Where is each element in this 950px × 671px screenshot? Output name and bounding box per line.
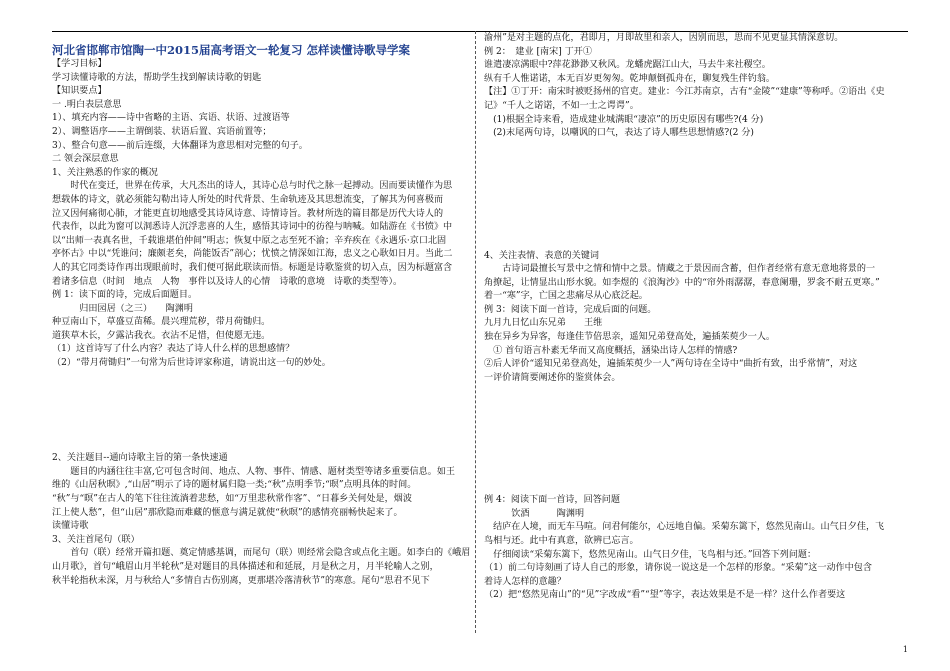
text-line: 【知识要点】 <box>52 86 107 97</box>
text-line: ②后人评价“遥知兄弟登高处，遍插茱萸少一人”两句诗在全诗中“曲折有致，出乎常情”，对这 <box>484 359 858 370</box>
text-line: 种豆南山下，草盛豆苗稀。晨兴理荒秽，带月荷锄归。 <box>52 317 271 328</box>
text-line <box>484 168 904 182</box>
text-line <box>484 440 904 454</box>
text-line: 鸟相与还。此中有真意，欲辨已忘言。 <box>484 535 639 546</box>
text-line: （2）把“悠然见南山”的“见”字改成“看”“望”等字，表达效果是不是一样？这什么作者要这 <box>484 590 846 601</box>
text-line: 学习读懂诗歌的方法，帮助学生找到解读诗歌的钥匙 <box>52 72 262 83</box>
text-line: 2）、调整语序——主谓倒装、状语后置、宾语前置等； <box>52 126 272 137</box>
text-line: 例 2： 建业 [南宋] 丁开① <box>484 46 592 57</box>
text-line <box>484 413 904 427</box>
text-line <box>52 398 468 412</box>
text-line: 人的其它同类诗作再出现眼前时，我们便可据此联读而悟。标题是诗歌鉴赏的切入点，因为标题富含 <box>52 262 453 273</box>
text-line: 道狭草木长，夕露沾我衣。衣沾不足惜，但使愿无违。 <box>52 330 271 341</box>
text-line: 着诸多信息（时间 地点 人物 事件以及诗人的心情 诗歌的意境 诗歌的类型等）。 <box>52 276 403 287</box>
text-line <box>52 439 468 453</box>
text-line <box>484 195 904 209</box>
text-line: 九月九日忆山东兄弟 王维 <box>484 318 603 329</box>
text-line: 着诗人怎样的意趣？ <box>484 576 566 587</box>
text-line <box>484 209 904 223</box>
text-line <box>484 182 904 196</box>
text-line <box>484 481 904 495</box>
text-line: (1)根据全诗来看，造成建业城满眼“凄凉”的历史原因有哪些?(4 分) <box>484 114 764 125</box>
text-line <box>52 411 468 425</box>
text-line <box>484 236 904 250</box>
text-line: 题目的内涵往往丰富,它可包含时间、地点、人物、事件、情感、题材类型等诸多重要信息。如王 <box>52 466 456 477</box>
text-line: 秋半轮指秋未深，月与秋给人“多情自古伤别离，更那堪冷落清秋节”的寒意。尾句“思君不见下 <box>52 575 430 586</box>
right-column <box>484 32 904 603</box>
text-line: 泣又因何痛彻心肺，才能更直切地感受其诗风诗意、诗情诗旨。教材所选的篇目都是历代大诗人的 <box>52 208 444 219</box>
text-line: 例 4：阅读下面一首诗，回答问题 <box>484 495 620 506</box>
text-line: 1、关注熟悉的作家的概况 <box>52 167 158 178</box>
text-line: 首句（联）经常开篇扣题、奠定情感基调，而尾句（联）则经常会隐含或点化主题。如李白的《峨眉 <box>52 548 471 559</box>
text-line: 谁遣凄凉满眼中?萍花渺渺又秋风。龙蟠虎踞江山大，马去牛来社稷空。 <box>484 60 771 71</box>
text-line <box>484 141 904 155</box>
text-line: 4、关注表情、表意的关键词 <box>484 250 599 261</box>
text-line: 二 领会深层意思 <box>52 154 119 165</box>
text-line <box>484 222 904 236</box>
text-line: 饮酒 陶渊明 <box>484 508 585 519</box>
text-line <box>484 467 904 481</box>
text-line <box>484 154 904 168</box>
text-line: 江上使人愁”，但“山居”那欣隐而难藏的惬意与满足就使“秋暝”的感情亮丽畅快起来了。 <box>52 507 403 518</box>
text-line <box>484 399 904 413</box>
text-line: 一评价请简要阐述你的鉴赏体会。 <box>484 372 621 383</box>
text-line: 2、关注题目--通向诗歌主旨的第一条快速通 <box>52 453 228 464</box>
text-line: ① 首句语言朴素无华而又高度概括，涵染出诗人怎样的情感? <box>484 345 738 356</box>
text-line: 着一“寒”字，亡国之悲痛尽从心底泛起。 <box>484 291 648 302</box>
text-line: 纵有千人惟诺诺，本无百岁更匆匆。乾坤颠倒孤舟在，聊复残生伴钓翁。 <box>484 73 776 84</box>
text-line: 【注】①丁开：南宋时被贬扬州的官吏。建业：今江苏南京，古有“金陵”“建康”等称呼。②语出《史 <box>484 87 885 98</box>
text-line: “秋”与“暝”在古人的笔下往往流淌着悲愁，如“万里悲秋常作客”、“日暮乡关何处是，烟波 <box>52 494 412 504</box>
text-line: 记》“千人之诺诺，不如一士之谔谔”。 <box>484 100 639 111</box>
text-line: 3）、整合句意——前后连缀，大体翻译为意思相对完整的句子。 <box>52 140 308 151</box>
text-line <box>52 425 468 439</box>
text-line: 例 3：阅读下面一首诗，完成后面的问题。 <box>484 304 657 315</box>
text-line <box>484 453 904 467</box>
text-line: （1）前二句诗刻画了诗人自己的形象，请你说一说这是一个怎样的形象。“采菊”这一动作中包含 <box>484 563 872 574</box>
column-divider <box>475 31 476 633</box>
text-line: 渝州”是对主题的点化，君即月，月即故里和亲人，因别而思，思而不见更显其情深意切。 <box>484 33 844 43</box>
text-line: 例 1：读下面的诗，完成后面题目。 <box>52 290 198 301</box>
text-line: 古诗词最擅长写景中之情和情中之景。情藏之于景因而含蓄，但作者经常有意无意地将景的一 <box>484 264 876 275</box>
text-line: （2）“带月荷锄归”一句常为后世诗评家称道，请说出这一句的妙处。 <box>52 358 331 369</box>
text-line: 代表作，以此为窗可以洞悉诗人沉浮悲喜的人生，感悟其诗词中的彷徨与呐喊。如陆游在《书愤》中 <box>52 222 453 233</box>
text-line: 3、关注首尾句（联） <box>52 534 140 545</box>
page-number: 1 <box>902 645 908 654</box>
text-line <box>484 426 904 440</box>
text-line: 1）、填充内容——诗中省略的主语、宾语、状语、过渡语等 <box>52 113 290 124</box>
text-line: 独在异乡为异客，每逢佳节倍思亲，遥知兄弟登高处，遍插茱萸少一人。 <box>484 332 776 343</box>
text-line: 维的《山居秋暝》,“山居”明示了诗的题材属归隐一类;“秋”点明季节;“暝”点明具体的时间。 <box>52 480 417 491</box>
text-line: 想载体的诗文，就必须能勾勒出诗人所处的时代背景、生命轨迹及其思想流变，了解其为何喜极而 <box>52 194 444 205</box>
text-line <box>52 384 468 398</box>
text-line: 时代在变迁，世界在传承，大凡杰出的诗人，其诗心总与时代之脉一起搏动。因而要读懂作为思 <box>52 181 453 192</box>
text-line: 仔细阅读“采菊东篱下，悠然见南山。山气日夕佳，飞鸟相与还。”回答下列问题： <box>484 549 817 560</box>
text-line: 结庐在人境，而无车马喧。问君何能尔，心远地自偏。采菊东篱下，悠然见南山。山气日夕佳，飞 <box>484 522 885 533</box>
text-line: (2)末尾两句诗，以嘲讽的口气，表达了诗人哪些思想情感?(2 分) <box>484 128 754 139</box>
left-column <box>52 42 471 588</box>
document-title: 河北省邯郸市馆陶一中2015届高考语文一轮复习 怎样读懂诗歌导学案 <box>52 43 411 57</box>
text-line: 角撩起，让情显出山形水貌。如李煜的《浪淘沙》中的“帘外雨潺潺，春意阑珊，罗衾不耐五更寒。” <box>484 277 880 288</box>
text-line: （1）这首诗写了什么内容？表达了诗人什么样的思想感情？ <box>52 344 295 355</box>
left-column-body <box>52 58 471 588</box>
text-line: 读懂诗歌 <box>52 521 89 532</box>
text-line: 一 .明白表层意思 <box>52 99 122 110</box>
text-line: 以“出师一表真名世，千载谁堪伯仲间”明志；恢复中原之志至死不渝；辛弃疾在《永遇乐·京口北固 <box>52 235 447 246</box>
text-line <box>52 371 468 385</box>
text-line: 归田园居（之三） 陶渊明 <box>52 303 193 314</box>
text-line: 【学习目标】 <box>52 59 107 69</box>
text-line: 山月歌》，首句“峨眉山月半轮秋”是对题目的具体描述和和延展，月是秋之月，月半轮喻人之别， <box>52 561 439 572</box>
text-line: 亭怀古》中以“凭谁问；廉颇老矣，尚能饭否”剖心；忧愤之情深如江海，忠义之心耿如日月。当此二 <box>52 249 453 260</box>
text-line <box>484 385 904 399</box>
